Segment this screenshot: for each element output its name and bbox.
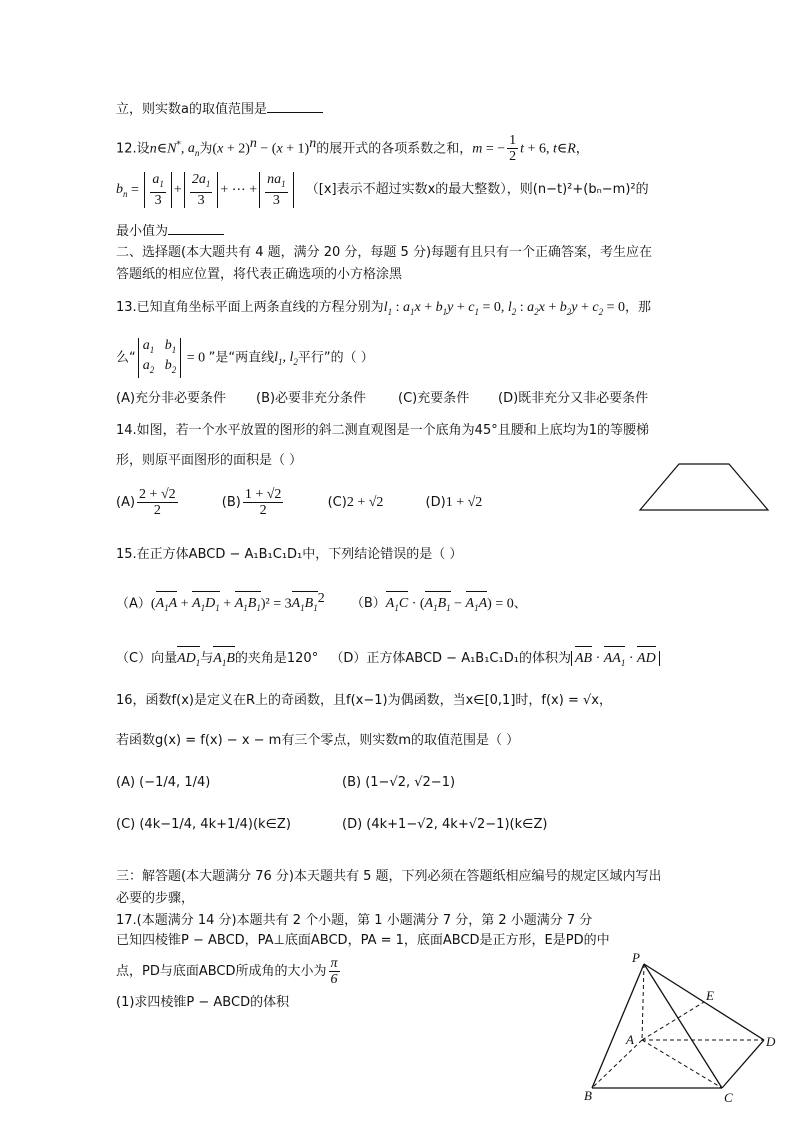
q13-option-b: (B)必要非充分条件 xyxy=(256,391,367,406)
label-a: A xyxy=(626,1032,634,1047)
section2-header: 二、选择题(本大题共有 4 题，满分 20 分，每题 5 分)每题有且只有一个正确答案，考生应在 xyxy=(116,245,653,260)
section2-header-cont: 答题纸的相应位置，将代表正确选项的小方格涂黑 xyxy=(116,267,403,282)
q11-text: 立，则实数a的取值范围是 xyxy=(116,102,267,117)
label-e: E xyxy=(706,988,714,1003)
edge-pb xyxy=(592,964,644,1088)
label-c: C xyxy=(724,1090,733,1104)
segment-ac xyxy=(642,1040,722,1088)
q13-option-c: (C)充要条件 xyxy=(398,391,470,406)
q14-option-c: (C)2 + √2 xyxy=(327,495,384,510)
edge-ab xyxy=(592,1040,642,1088)
q13-option-d: (D)既非充分又非必要条件 xyxy=(498,391,649,406)
label-p: P xyxy=(632,950,640,965)
q12-line1: 12.设n∈N*, $a_n$为$(x + 2)^n - (x + 1)^n$的展开式的各项系数之和，m = − $\frac{1}{2}$ t + 6, t∈R， xyxy=(116,133,589,165)
q13-option-a: (A)充分非必要条件 xyxy=(116,391,227,406)
trapezoid-shape xyxy=(640,464,768,510)
q14-line1: 14.如图，若一个水平放置的图形的斜二测直观图是一个底角为45°且腰和上底均为1的等腰梯 xyxy=(116,423,649,438)
q14-line2: 形，则原平面图形的面积是（ ） xyxy=(116,453,303,468)
q13-line2: 么“$a_1$ $b_1$ $a_2$ $b_2 = 0$ ”是“两直线$l_1$, $l_2$平行”的（ ） xyxy=(116,338,374,381)
q16-option-a: (A) (−1/4, 1/4) xyxy=(116,775,211,790)
q12-line3: 最小值为 xyxy=(116,222,224,241)
segment-ae xyxy=(642,1002,704,1040)
q16-line2: 若函数g(x) = f(x) − x − m有三个零点，则实数m的取值范围是（ ） xyxy=(116,733,520,748)
q17-line1: 17.(本题满分 14 分)本题共有 2 个小题，第 1 小题满分 7 分，第 2 小题满分 7 分 xyxy=(116,913,593,928)
q17-sub1: (1)求四棱锥P − ABCD的体积 xyxy=(116,995,290,1010)
q15-options-ab: $(A)(A_1A + A_1D_1 + A_1B_1)^2 = 3A_1B_1^2$ $(B)A_1C \cdot (A_1B_1 - A_1A) = 0$、 xyxy=(116,588,527,619)
q11-tail xyxy=(116,100,323,119)
q12-line2: $b_n$ = $\frac{a_1}{3}$ + $\frac{2a_1}{3}$ + ⋯ + $\frac{na_1}{3}$ （[x]表示不超过实数x的最大整数），则(n−t)²+(bₙ−m)²的 xyxy=(116,172,649,208)
q14-option-b: (B) $\frac{1 + √2}{2}$ xyxy=(221,487,282,518)
edge-cd xyxy=(722,1040,764,1088)
trapezoid-figure xyxy=(636,460,772,514)
q14-options xyxy=(116,486,482,520)
q16-option-d: (D) (4k+1−√2, 4k+√2−1)(k∈Z) xyxy=(342,817,548,832)
q12-intro: 12.设 xyxy=(116,141,150,157)
q16-option-c: (C) (4k−1/4, 4k+1/4)(k∈Z) xyxy=(116,817,291,832)
q17-line3: 点，PD与底面ABCD所成角的大小为 $\frac{\pi}{6}$ xyxy=(116,956,338,987)
q12-note: （[x]表示不超过实数x的最大整数），则(n−t)²+(bₙ−m)²的 xyxy=(305,182,649,198)
label-d: D xyxy=(766,1034,776,1049)
answer-blank xyxy=(267,100,323,113)
label-b: B xyxy=(584,1088,592,1103)
q16-line1: 16，函数f(x)是定义在R上的奇函数，且f(x−1)为偶函数，当x∈[0,1]时，f(x) = √x， xyxy=(116,693,612,708)
q14-option-a: (A) $\frac{2 + √2}{2}$ xyxy=(116,487,176,518)
edge-pc xyxy=(644,964,722,1088)
q14-option-d: (D)1 + √2 xyxy=(425,495,483,510)
q15-options-cd: （C）向量$AD_1$与$A_1B$的夹角是120° （D）正方体ABCD − A₁B₁C₁D₁的体积为 AB · $AA_1$ · AD xyxy=(116,646,660,674)
edge-pa xyxy=(642,964,644,1040)
section3-header-cont: 必要的步骤， xyxy=(116,891,195,906)
q15-line1: 15.在正方体ABCD − A₁B₁C₁D₁中，下列结论错误的是（ ） xyxy=(116,547,463,562)
answer-blank xyxy=(168,222,224,235)
q16-option-b: (B) (1−√2, √2−1) xyxy=(342,775,456,790)
q13-line1: 13.已知直角坐标平面上两条直线的方程分别为$l_1$ : $a_1x + b_1y + c_1 = 0$, $l_2$ : $a_2x + b_2y + c_2 = 0$，那 xyxy=(116,300,652,317)
section3-header: 三：解答题(本大题满分 76 分)本天题共有 5 题，下列必须在答题纸相应编号的规定区域内写出 xyxy=(116,869,662,884)
pyramid-figure xyxy=(580,948,784,1104)
q17-line2: 已知四棱锥P − ABCD，PA⊥底面ABCD，PA = 1，底面ABCD是正方形，E是PD的中 xyxy=(116,933,610,948)
